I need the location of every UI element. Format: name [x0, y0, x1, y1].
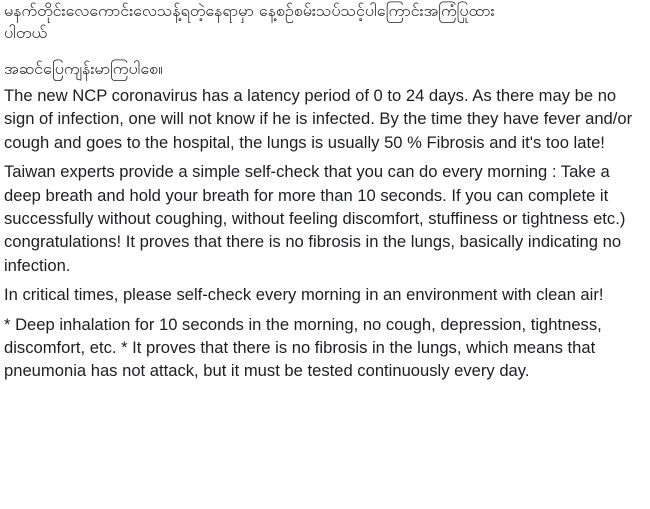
burmese-text-line-3: အဆင်ပြေကျန်းမာကြပါစေ။: [4, 59, 163, 78]
burmese-text-line-1: မနက်တိုင်းလေကောင်းလေသန့်ရတဲ့နေရာမှာ နေ့စဉ်စမ်းသပ်သင့်ပါကြောင်းအကြံပြုထား: [4, 1, 495, 20]
paragraph-deep-inhalation: * Deep inhalation for 10 seconds in the morning, no cough, depression, tightness, discomfort, etc. * It proves that there is no fibrosis in the lungs, which means that pneumonia has not attack, but it must be tested continuously every day.: [4, 314, 602, 381]
paragraph-critical-times: In critical times, please self-check every morning in an environment with clean air!: [4, 285, 604, 305]
paragraph-self-check: Taiwan experts provide a simple self-check that you can do every morning : Take a deep breath and hold your breath for more than 10 seconds. If you can complete it successfully without coughing, without feeling discomfort, stuffiness or tightness etc.) congratulations! It proves that there is no fibrosis in the lungs, basically indicating no infection.: [4, 162, 626, 275]
paragraph-latency: The new NCP coronavirus has a latency period of 0 to 24 days. As there may be no sign of infection, one will not know if he is infected. By the time they have fever and/or cough and goes to the hospital, the lungs is usually 50 % Fibrosis and it's too late!: [4, 86, 633, 152]
burmese-text-line-2: ပါတယ်: [4, 23, 47, 42]
